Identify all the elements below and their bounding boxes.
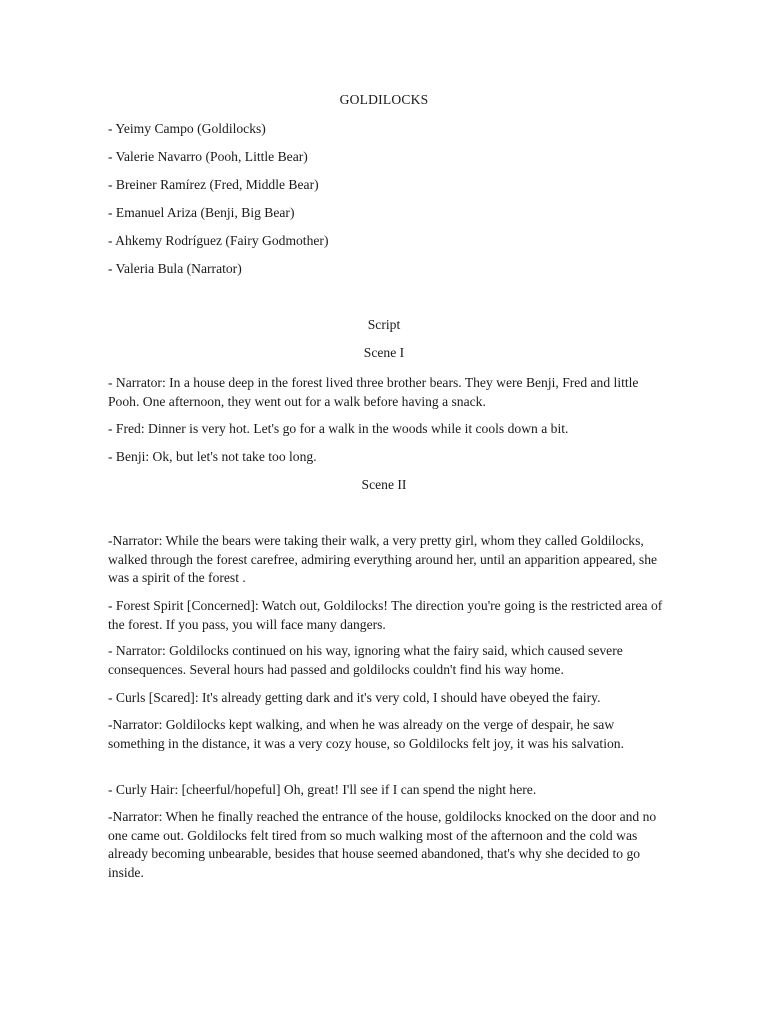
dialogue-line: - Curls [Scared]: It's already getting dark and it's very cold, I should have obeyed the fairy. bbox=[108, 690, 601, 705]
cast-item: - Yeimy Campo (Goldilocks) bbox=[108, 121, 266, 136]
dialogue-line: - Narrator: Goldilocks continued on his way, ignoring what the fairy said, which caused severe consequences. Several hours had passed and goldilocks couldn't find his way home. bbox=[108, 643, 623, 677]
dialogue-line: -Narrator: Goldilocks kept walking, and when he was already on the verge of despair, he saw something in the distance, it was a very cozy house, so Goldilocks felt joy, it was his salvation. bbox=[108, 717, 624, 751]
cast-item: - Valeria Bula (Narrator) bbox=[108, 261, 242, 276]
dialogue-line: - Forest Spirit [Concerned]: Watch out, Goldilocks! The direction you're going is the restricted area of the forest. If you pass, you will face many dangers. bbox=[108, 598, 663, 632]
cast-item: - Emanuel Ariza (Benji, Big Bear) bbox=[108, 205, 295, 220]
cast-item: - Breiner Ramírez (Fred, Middle Bear) bbox=[108, 177, 319, 192]
dialogue-line: - Benji: Ok, but let's not take too long. bbox=[108, 449, 317, 464]
dialogue-line: - Fred: Dinner is very hot. Let's go for a walk in the woods while it cools down a bit. bbox=[108, 421, 569, 436]
scene-1-heading: Scene I bbox=[363, 345, 405, 360]
dialogue-line: - Curly Hair: [cheerful/hopeful] Oh, great! I'll see if I can spend the night here. bbox=[108, 782, 537, 797]
dialogue-line: - Narrator: In a house deep in the forest lived three brother bears. They were Benji, Fred and little Pooh. One afternoon, they went out for a walk before having a snack. bbox=[108, 375, 639, 409]
scene-2-heading: Scene II bbox=[361, 477, 407, 492]
cast-item: - Ahkemy Rodríguez (Fairy Godmother) bbox=[108, 233, 329, 248]
cast-list bbox=[108, 120, 328, 288]
cast-item: - Valerie Navarro (Pooh, Little Bear) bbox=[108, 149, 308, 164]
dialogue-line: -Narrator: While the bears were taking their walk, a very pretty girl, whom they called Goldilocks, walked through the forest carefree, admiring everything around her, until an apparition appeared, she was a spirit of the forest . bbox=[108, 533, 658, 586]
script-heading: Script bbox=[367, 317, 401, 332]
document-title: GOLDILOCKS bbox=[339, 92, 429, 107]
dialogue-line: -Narrator: When he finally reached the entrance of the house, goldilocks knocked on the door and no one came out. Goldilocks felt tired from so much walking most of the afternoon and the cold was already becoming unbearable, besides that house seemed abandoned, that's why she decided to go inside. bbox=[108, 809, 657, 880]
